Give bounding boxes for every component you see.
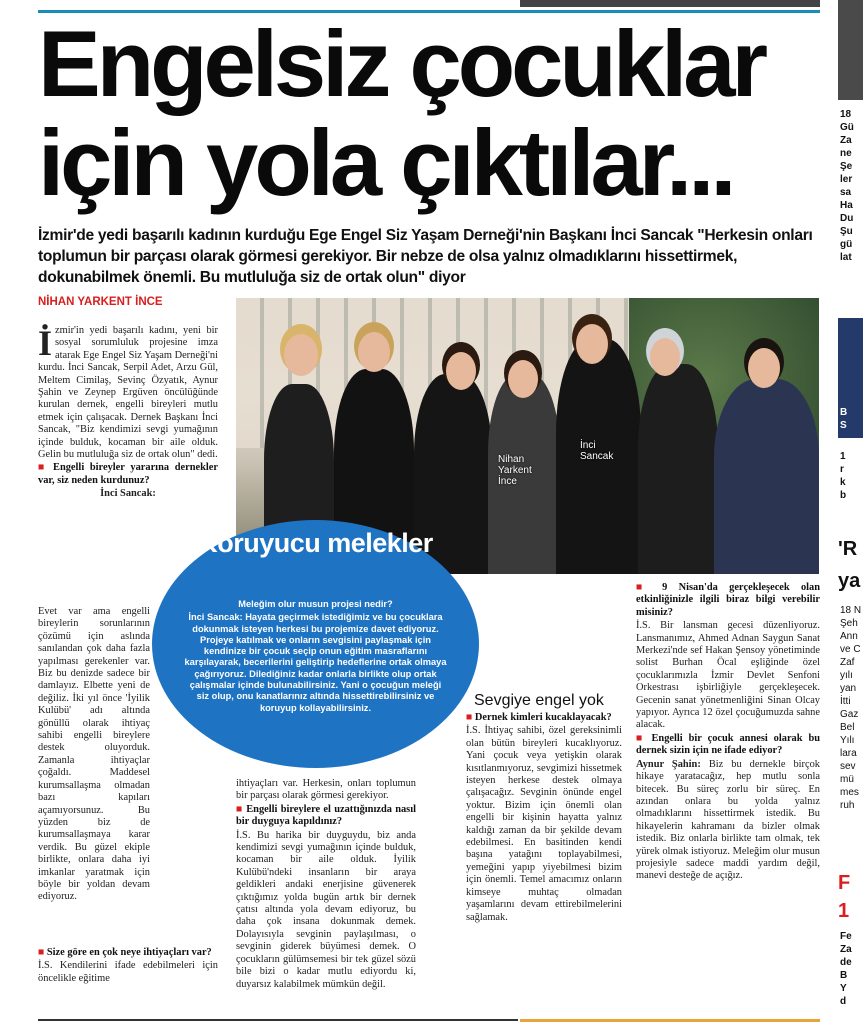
adjacent-heading-3: F bbox=[838, 872, 851, 894]
adjacent-heading-1: 'R bbox=[838, 538, 858, 560]
person-6-head bbox=[650, 338, 680, 376]
intro-text: zmir'in yedi başarılı kadını, yeni bir sosyal sorumluluk projesine imza atarak Ege Engel Siz Yaşam Derneği'ni kurdu. İnci Sancak, Serpil Adet, Arzu Gül, Meltem Cimilaş, Sevinç Özyatık, Aynur Şahin ve Zeynep Ergüven öncülüğünde kurulan dernek, engelli bireyleri mutlu etmek için çalışacak. Dernek Başkanı İnci Sancak, "Biz kendimizi sevgi yumağının içinde bulduk, kocaman bir aile olduk. Gelin bu mutluluğa siz de ortak olun" dedi. bbox=[38, 325, 218, 461]
section-subhead: Sevgiye engel yok bbox=[474, 692, 604, 709]
top-photo-edge bbox=[520, 0, 820, 7]
col4-answer-2: Biz bu dernekle birçok hikaye yaratacağız, hep mutlu sonla bitecek. Bu süreç zorlu bir süreç. En azından onlara bu yolda yalnız olmadıklarını hissettirmek istedik. Bu hikayelerin kahramanı da bizler olmak istedik. Biz onlarla birlikte tam olmak, tek yürek olmak istiyoruz. Meleğim olur musun projesiyle sadece maddi yardım değil, manevi desteğe de açığız. bbox=[636, 758, 820, 882]
callout-text: İnci Sancak: Hayata geçirmek istediğimiz ve bu çocuklara dokunmak isteyen herkesi bu projemize davet ediyoruz. Projeye katılmak ve onların sevgisini paylaşmak için kendinize bir çocuk seçip onun eğitim masraflarını karşılayarak, becerilerini geliştirip hedeflerine ortak olmaya çağırıyoruz. Dilediğiniz kadar onlarla birlikte olup ortak çalışmalar içinde bulunabilirsiniz. Yani o çocuğun meleği siz olup, onu kanatlarınız altında hissettirebilirsiniz ve koruyup kollayabilirsiniz. bbox=[184, 612, 447, 713]
col2-intro: ihtiyaçları var. Herkesin, onları toplumun bir parçası olarak görmesi gerekiyor. bbox=[236, 778, 416, 802]
bottom-rule bbox=[38, 1019, 518, 1021]
bottom-accent bbox=[520, 1019, 820, 1022]
callout-bubble bbox=[152, 520, 479, 768]
answer-speaker: İnci Sancak: bbox=[100, 488, 156, 500]
person-3-head bbox=[446, 352, 476, 390]
answer-2-text: İ.S. Kendilerini ifade edebilmeleri için öncelikle eğitime bbox=[38, 960, 218, 984]
person-2-head bbox=[358, 332, 390, 372]
col4-answer-1: İ.S. Bir lansman gecesi düzenliyoruz. Lansmanımız, Ahmed Adnan Saygun Sanat Merkezi'nde sef Hakan Şensoy yönetiminde solist Burhan Öcal eşliğinde özel çocuklarımızla İzmir Devlet Senfoni Orkestrası işbirliğiyle gerçekleşecek. Gecenin sanat yönetmenliğini Sinan Olcay yapıyor. Ayrıca 12 özel çocuğumuzda sahne alacak. bbox=[636, 620, 820, 731]
callout-question: Meleğim olur musun projesi nedir? bbox=[238, 599, 393, 609]
column-2 bbox=[236, 778, 416, 992]
col3-answer: İ.S. İhtiyaç sahibi, özel gereksinimli olan bütün bireyleri kucaklıyoruz. Yani çocuk veya yetişkin olarak kısıtlanmıyoruz, sevgimizi hissetmek isteyen herkese destek olmaya çalışacağız. Sevginin önünde engel yoktur. Bizim için önemli olan engelli bir kişinin hayatta yalnız kaldığı zaman da bir şekilde devam edebilmesi. En basitinden kendi başına yatağını toplayabilmesi, yemeğini yapıp yiyebilmesi bizim için önemli. Temel amacımız onların kimseye muhtaç olmadan yaşamlarını devam ettirebilmelerini sağlamak. bbox=[466, 725, 622, 923]
adjacent-text-3: 1 r k b bbox=[840, 451, 847, 501]
person-4-head bbox=[508, 360, 538, 398]
column-1-bottom bbox=[38, 947, 218, 986]
column-4 bbox=[636, 582, 820, 884]
person-5-head bbox=[576, 324, 608, 364]
adjacent-text-1: 18 Gü Za ne Şe ler sa Ha Du Şu gü lat bbox=[840, 109, 854, 263]
label-inci: İnci Sancak bbox=[580, 440, 614, 462]
adjacent-heading-4: 1 bbox=[838, 900, 850, 922]
question-2: ■ Size göre en çok neye ihtiyaçları var? bbox=[38, 947, 218, 959]
col4-speaker: Aynur Şahin: bbox=[636, 758, 701, 770]
column-3 bbox=[466, 712, 622, 925]
person-7-head bbox=[748, 348, 780, 388]
callout-body bbox=[184, 599, 447, 714]
adjacent-article-strip bbox=[838, 0, 863, 1024]
col4-question-2: ■ Engelli bir çocuk annesi olarak bu dernek sizin için ne ifade ediyor? bbox=[636, 733, 820, 758]
adjacent-text-5: Fe Za de B Y d bbox=[840, 931, 852, 1007]
article-deck: İzmir'de yedi başarılı kadının kurduğu Ege Engel Siz Yaşam Derneği'nin Başkanı İnci Sancak "Herkesin onları toplumun bir parçası olarak görmesi gerekiyor. Bir nebze de olsa yalnız olmadıklarını hissettirmek, dokunabilmek önemli. Bu mutluluğa siz de ortak olun" diyor bbox=[38, 227, 813, 286]
adjacent-text-2: B S bbox=[840, 407, 848, 431]
col2-question: ■ Engelli bireylere el uzattığınızda nasıl bir duyguya kapıldınız? bbox=[236, 804, 416, 829]
person-1-head bbox=[284, 334, 318, 376]
adjacent-text-4: 18 N Şeh Ann ve C Zaf yılı yan İtti Gaz Bel Yılı lara sev mü mes ruh bbox=[840, 605, 862, 811]
column-1-narrow bbox=[38, 606, 150, 905]
label-nihan: Nihan Yarkent İnce bbox=[498, 454, 532, 487]
col3-question: ■ Dernek kimleri kucaklayacak? bbox=[466, 712, 622, 724]
answer-1-text: Evet var ama engelli bireylerin sorunlarının çözümü için aslında sanılandan çok daha fazla yapılması gerekenler var. Biz bu denizde sadece bir damlayız. Elbette yeni de değiliz. İki yıl önce 'İyilik Kulübü' adı altında gönüllü olarak ihtiyaç sahibi engelli bireylere destek oluyorduk. Zamanla ihtiyaçlar çoğaldı. Maddesel kurumsallaşma olmadan bazı kapıları açamıyorsunuz. Bu yüzden biz de kurumsallaşmaya karar verdik. Bu güzel ekiple birlikte, onlara daha iyi imkanlar yaratmak için böyle bir yoldan devam ediyoruz. bbox=[38, 606, 150, 903]
headline: Engelsiz çocuklar için yola çıktılar... bbox=[38, 11, 765, 215]
callout-title: Koruyucu melekler bbox=[198, 528, 433, 558]
col2-answer: İ.S. Bu harika bir duyguydu, biz anda kendimizi sevgi yumağının içinde bulduk, kocaman bir aile olduk. İyilik Kulübü'ndeki insanların bir araya geldikleri andaki enerjisine güvenerek çıktığımız yolda bugün artık bir dernek çatısı altında yola devam ediyoruz, bu daha çok insana dokunmak demek. Dolayısıyla sevginin paylaşılması, o sevginin giderek büyümesi demek. O çocukların gülümsemesi bir tek güzel sözü bile bizi o kadar mutlu ediyordu ki, duyarsız kalabilmek mümkün değil. bbox=[236, 829, 416, 990]
drop-cap: İ bbox=[38, 323, 53, 363]
column-1 bbox=[38, 325, 218, 502]
person-6 bbox=[638, 364, 718, 574]
person-7 bbox=[714, 379, 819, 574]
question-1: ■ Engelli bireyler yararına dernekler var, siz neden kurdunuz? bbox=[38, 462, 218, 487]
adjacent-heading-2: ya bbox=[838, 570, 861, 592]
col4-question-1: ■ 9 Nisan'da gerçekleşecek olan etkinliğinizle ilgili biraz bilgi verebilir misiniz? bbox=[636, 582, 820, 619]
adjacent-photo bbox=[838, 0, 863, 100]
byline: NİHAN YARKENT İNCE bbox=[38, 296, 163, 308]
